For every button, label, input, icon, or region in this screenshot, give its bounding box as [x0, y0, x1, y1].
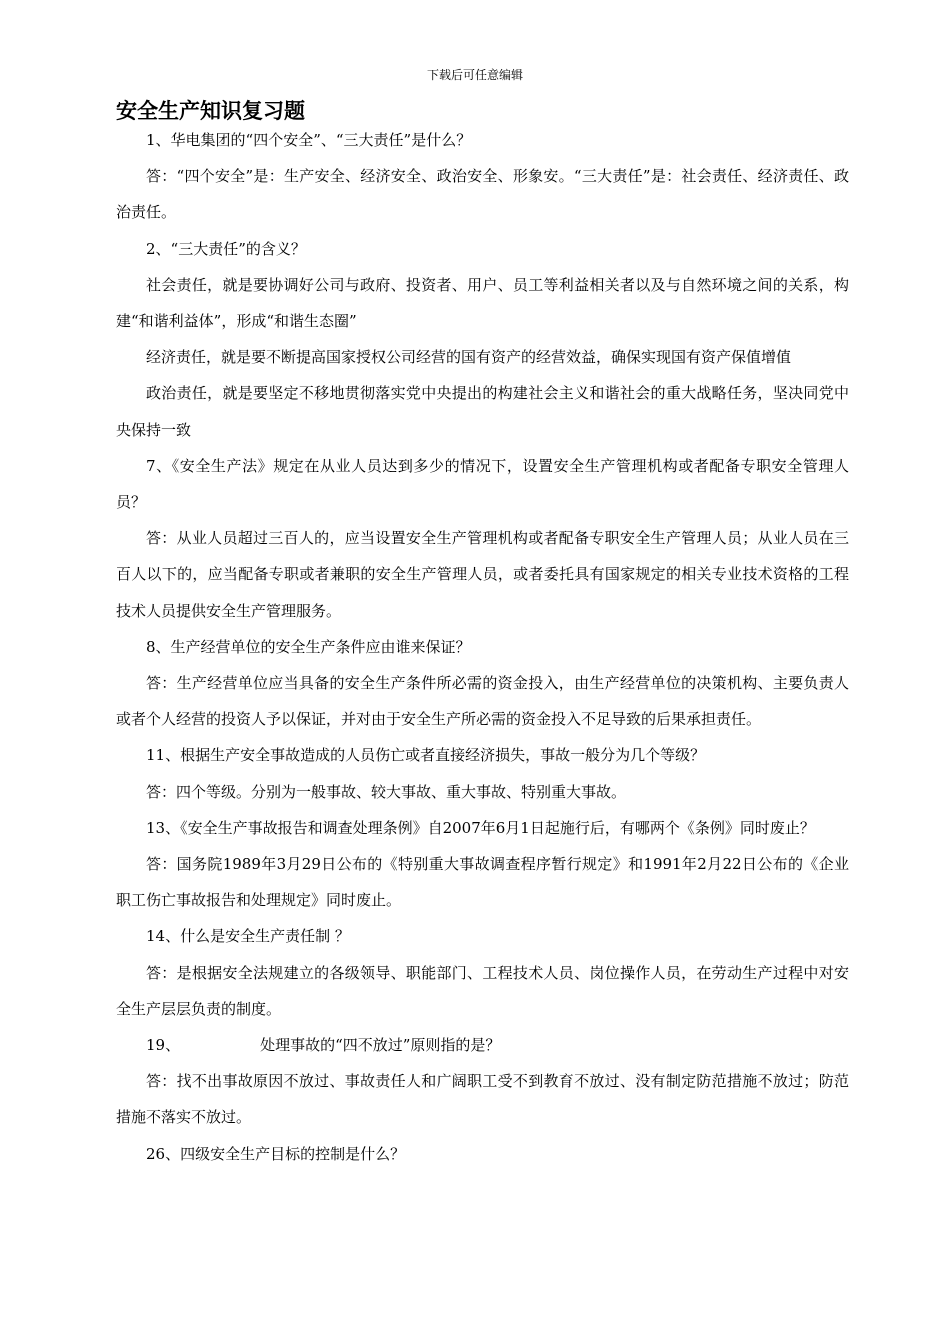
paragraph: 答：找不出事故原因不放过、事故责任人和广阔职工受不到教育不放过、没有制定防范措施不放过；防范措施不落实不放过。 — [116, 1072, 849, 1127]
paragraph: 经济责任，就是要不断提高国家授权公司经营的国有资产的经营效益，确保实现国有资产保值增值 — [146, 348, 792, 367]
question-19-number: 19、 — [146, 1036, 181, 1055]
paragraph: 2、“三大责任”的含义？ — [146, 239, 306, 258]
question-19-text: 处理事故的“四不放过”原则指的是？ — [260, 1036, 501, 1055]
document-title: 安全生产知识复习题 — [116, 99, 305, 123]
paragraph: 答：生产经营单位应当具备的安全生产条件所必需的资金投入，由生产经营单位的决策机构、主要负责人或者个人经营的投资人予以保证，并对由于安全生产所必需的资金投入不足导致的后果承担责任。 — [116, 674, 849, 729]
paragraph: 11、根据生产安全事故造成的人员伤亡或者直接经济损失，事故一般分为几个等级？ — [146, 746, 706, 765]
paragraph: 26、四级安全生产目标的控制是什么？ — [146, 1144, 406, 1163]
paragraph: 政治责任，就是要坚定不移地贯彻落实党中央提出的构建社会主义和谐社会的重大战略任务，坚决同党中央保持一致 — [116, 384, 849, 439]
document-body — [116, 122, 849, 1172]
header-note: 下载后可任意编辑 — [426, 68, 523, 82]
paragraph: 答：从业人员超过三百人的，应当设置安全生产管理机构或者配备专职安全生产管理人员；从业人员在三百人以下的，应当配备专职或者兼职的安全生产管理人员，或者委托具有国家规定的相关专业技术资格的工程技术人员提供安全生产管理服务。 — [116, 529, 849, 620]
paragraph: 答：“四个安全”是：生产安全、经济安全、政治安全、形象安。“三大责任”是：社会责任、经济责任、政治责任。 — [116, 167, 849, 222]
paragraph: 答：国务院1989年3月29日公布的《特别重大事故调查程序暂行规定》和1991年2月22日公布的《企业职工伤亡事故报告和处理规定》同时废止。 — [116, 855, 849, 910]
paragraph: 答：是根据安全法规建立的各级领导、职能部门、工程技术人员、岗位操作人员，在劳动生产过程中对安全生产层层负责的制度。 — [116, 963, 849, 1018]
paragraph: 社会责任，就是要协调好公司与政府、投资者、用户、员工等利益相关者以及与自然环境之间的关系，构建“和谐利益体”，形成“和谐生态圈” — [116, 275, 849, 331]
paragraph: 7、《安全生产法》规定在从业人员达到多少的情况下，设置安全生产管理机构或者配备专职安全管理人员？ — [116, 456, 849, 512]
paragraph: 14、什么是安全生产责任制 ？ — [146, 927, 350, 946]
paragraph: 答：四个等级。分别为一般事故、较大事故、重大事故、特别重大事故。 — [146, 782, 627, 801]
paragraph: 13、《安全生产事故报告和调查处理条例》自2007年6月1日起施行后，有哪两个《条例》同时废止？ — [146, 818, 815, 837]
paragraph: 1、华电集团的“四个安全”、“三大责任”是什么？ — [146, 131, 472, 149]
question-19 — [116, 1027, 849, 1063]
paragraph: 8、生产经营单位的安全生产条件应由谁来保证？ — [146, 637, 471, 656]
